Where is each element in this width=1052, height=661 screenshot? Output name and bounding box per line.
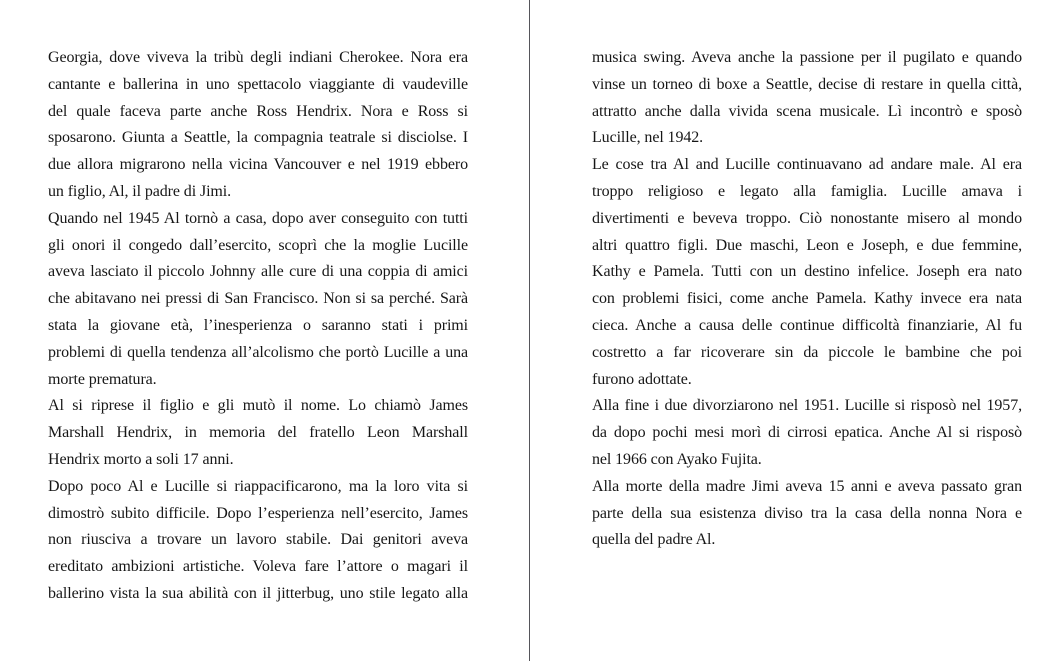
- paragraph: [592, 152, 1022, 393]
- text-line: sposarono. Giunta a Seattle, la compagnia teatrale si disciolse. I: [48, 129, 468, 147]
- text-line: Kathy e Pamela. Tutti con un destino infelice. Joseph era nato: [592, 263, 1022, 281]
- text-line: aveva lasciato il piccolo Johnny alle cure di una coppia di amici: [48, 263, 468, 281]
- text-line: problemi di quella tendenza all’alcolismo che portò Lucille a una: [48, 343, 468, 361]
- paragraph: [592, 45, 1022, 152]
- text-line: furono adottate.: [592, 370, 692, 388]
- paragraph: [48, 45, 468, 206]
- text-line: gli onori il congedo dall’esercito, scoprì che la moglie Lucille: [48, 236, 468, 254]
- text-line: Quando nel 1945 Al tornò a casa, dopo aver conseguito con tutti: [48, 209, 468, 227]
- text-line: dimostrò subito difficile. Dopo l’esperienza nell’esercito, James: [48, 504, 468, 522]
- text-line: quella del padre Al.: [592, 531, 716, 549]
- text-line: che abitavano nei pressi di San Francisco. Non si sa perché. Sarà: [48, 290, 468, 308]
- text-line: stata la giovane età, l’inesperienza o saranno stati i primi: [48, 316, 468, 334]
- text-line: Alla fine i due divorziarono nel 1951. Lucille si risposò nel 1957,: [592, 397, 1022, 415]
- text-line: morte prematura.: [48, 370, 157, 388]
- text-line: altri quattro figli. Due maschi, Leon e Joseph, e due femmine,: [592, 236, 1022, 254]
- text-line: musica swing. Aveva anche la passione per il pugilato e quando: [592, 49, 1022, 66]
- text-line: Al si riprese il figlio e gli mutò il nome. Lo chiamò James: [48, 397, 468, 415]
- text-line: vinse un torneo di boxe a Seattle, decise di restare in quella città,: [592, 75, 1022, 93]
- text-line: ereditato ambizioni artistiche. Voleva fare l’attore o magari il: [48, 558, 468, 576]
- text-line: troppo religioso e legato alla famiglia. Lucille amava i: [592, 182, 1022, 200]
- text-line: Le cose tra Al and Lucille continuavano ad andare male. Al era: [592, 156, 1022, 174]
- text-line: ballerino vista la sua abilità con il jitterbug, uno stile legato alla: [48, 584, 468, 602]
- paragraph: [48, 393, 468, 473]
- text-line: attratto anche dalla vivida scena musicale. Lì incontrò e sposò: [592, 102, 1022, 120]
- text-line: nel 1966 con Ayako Fujita.: [592, 450, 762, 468]
- text-line: con problemi fisici, come anche Pamela. Kathy invece era nata: [592, 290, 1022, 308]
- paragraph: [592, 393, 1022, 473]
- text-line: Georgia, dove viveva la tribù degli indiani Cherokee. Nora era: [48, 49, 468, 66]
- text-line: Alla morte della madre Jimi aveva 15 anni e aveva passato gran: [592, 477, 1022, 495]
- text-line: Dopo poco Al e Lucille si riappacificarono, ma la loro vita si: [48, 477, 468, 495]
- text-line: da dopo pochi mesi morì di cirrosi epatica. Anche Al si risposò: [592, 424, 1022, 442]
- paragraph: [48, 474, 468, 608]
- text-line: costretto a far ricoverare sin da piccole le bambine che poi: [592, 343, 1022, 361]
- paragraph: [592, 474, 1022, 554]
- text-line: non riusciva a trovare un lavoro stabile. Dai genitori aveva: [48, 531, 468, 549]
- text-line: del quale faceva parte anche Ross Hendrix. Nora e Ross si: [48, 102, 468, 120]
- text-line: Lucille, nel 1942.: [592, 129, 704, 147]
- text-line: Marshall Hendrix, in memoria del fratello Leon Marshall: [48, 424, 468, 442]
- text-line: cantante e ballerina in uno spettacolo viaggiante di vaudeville: [48, 75, 468, 93]
- text-line: divertimenti e beveva troppo. Ciò nonostante misero al mondo: [592, 209, 1022, 227]
- text-line: due allora migrarono nella vicina Vancouver e nel 1919 ebbero: [48, 156, 468, 174]
- text-line: parte della sua esistenza diviso tra la casa della nonna Nora e: [592, 504, 1022, 522]
- text-line: cieca. Anche a causa delle continue difficoltà finanziarie, Al fu: [592, 316, 1022, 334]
- text-line: un figlio, Al, il padre di Jimi.: [48, 182, 232, 200]
- book-page-right: [530, 0, 1052, 661]
- text-line: Hendrix morto a soli 17 anni.: [48, 450, 234, 468]
- paragraph: [48, 206, 468, 394]
